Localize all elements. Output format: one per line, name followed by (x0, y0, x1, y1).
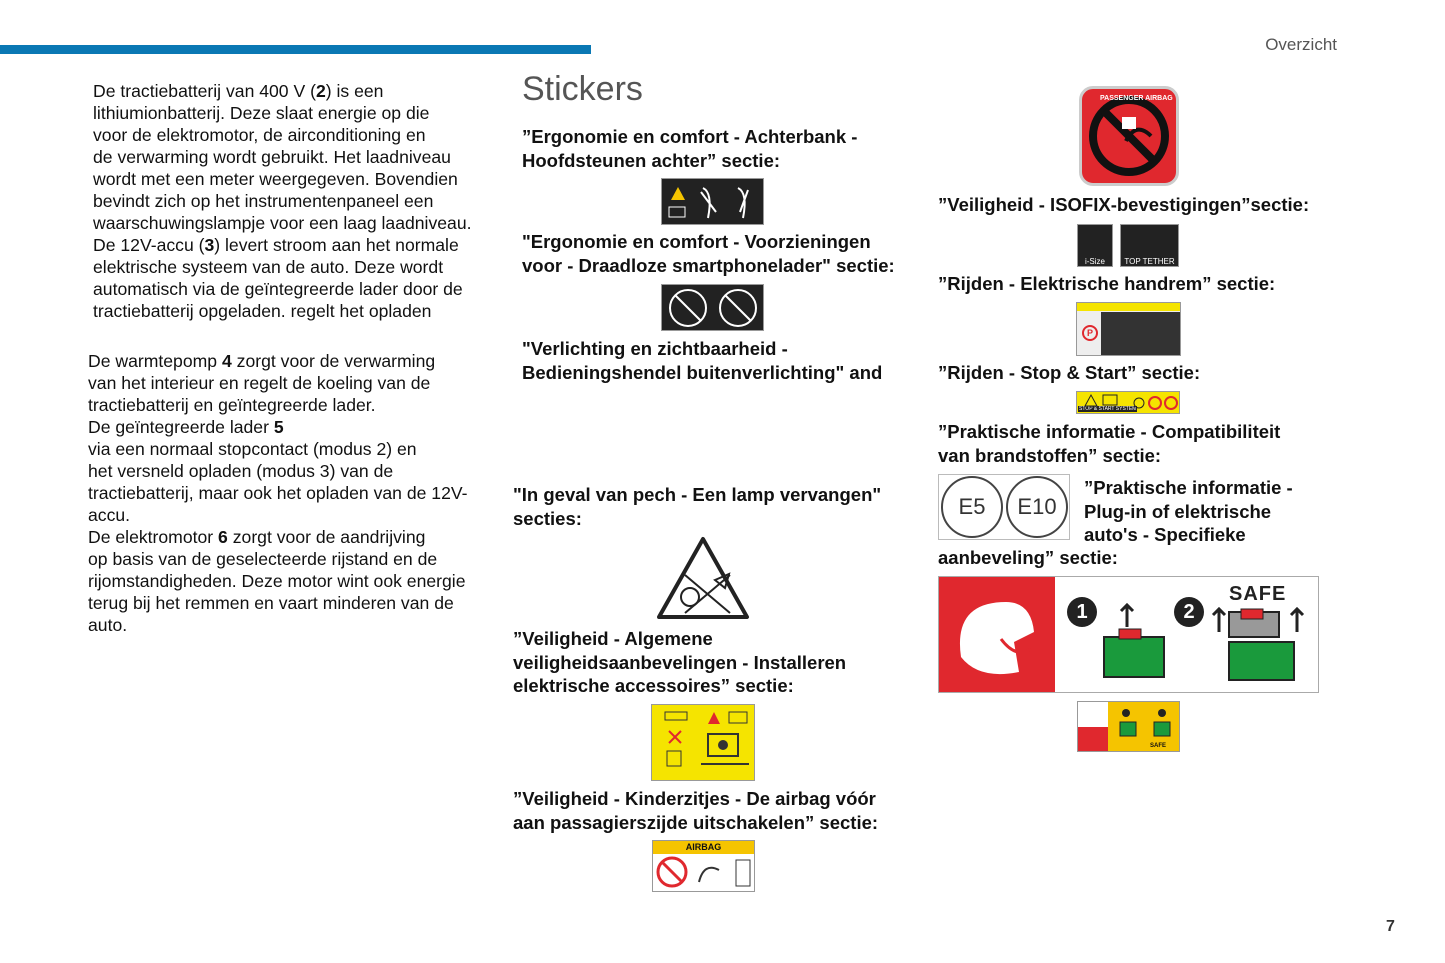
stop-start-sticker-icon: STOP & START SYSTEM (1076, 391, 1180, 414)
e10-badge: E10 (1006, 476, 1068, 538)
headrest-sticker-icon (661, 178, 764, 225)
header-accent-bar (0, 45, 591, 54)
charging-safety-sticker (938, 576, 1319, 693)
heading-fuel-compatibility: ”Praktische informatie - Compatibiliteit van brandstoffen” sectie: (938, 421, 1281, 466)
heading-plugin-vehicles: ”Praktische informatie - Plug-in of elektrische auto's - Specifieke (1084, 477, 1293, 545)
step-1-badge: 1 (1067, 597, 1097, 627)
charging-safety-small-sticker-icon: SAFE (1077, 701, 1180, 752)
accessories-sticker-icon (651, 704, 755, 781)
parking-brake-sticker-icon: P (1076, 302, 1181, 356)
isize-icon: i-Size (1077, 224, 1113, 267)
heading-stop-start: ”Rijden - Stop & Start” sectie: (938, 362, 1201, 383)
heading-parking-brake: ”Rijden - Elektrische handrem” sectie: (938, 273, 1276, 294)
lamp-warning-icon (655, 535, 751, 628)
heading-rear-headrests: ”Ergonomie en comfort - Achterbank - Hoofdsteunen achter” sectie: (522, 126, 858, 171)
heading-lighting: "Verlichting en zichtbaarheid - Bedieningshendel buitenverlichting" and (522, 338, 883, 383)
helmet-icon (939, 577, 1055, 692)
wireless-charger-sticker-icon (661, 284, 764, 331)
battery-paragraph: De tractiebatterij van 400 V (2) is een lithiumionbatterij. Deze slaat energie op die voor de elektromotor, de airconditioning en de verwarming wordt gebruikt. Het laadniveau wordt met een meter weergegeven. Bovendien bevindt zich op het instrumentenpaneel een waarschuwingslampje voor een laag laadniveau. De 12V-accu (3) levert stroom aan het normale elektrische systeem van de auto. Deze wordt automatisch via de geïntegreerde lader door de tractiebatterij opgeladen. regelt het opladen (93, 81, 472, 321)
heading-lamp-replace: "In geval van pech - Een lamp vervangen" secties: (513, 484, 882, 529)
section-title: Overzicht (1265, 35, 1337, 54)
safe-label: SAFE (1229, 583, 1287, 605)
top-tether-icon: TOP TETHER (1120, 224, 1179, 267)
charger-diagram-icon (1089, 597, 1309, 687)
airbag-sticker-icon: AIRBAG (652, 840, 755, 892)
fuel-label-icon (938, 474, 1070, 540)
heading-isofix: ”Veiligheid - ISOFIX-bevestigingen”sectie: (938, 194, 1310, 215)
heading-electrical-accessories: ”Veiligheid - Algemene veiligheidsaanbevelingen - Installeren elektrische accessoires” sectie: (513, 628, 847, 696)
page-title: Stickers (522, 70, 643, 108)
heading-airbag-deactivate: ”Veiligheid - Kinderzitjes - De airbag vóór aan passagierszijde uitschakelen” sectie: (513, 788, 879, 833)
heatpump-paragraph: De warmtepomp 4 zorgt voor de verwarming van het interieur en regelt de koeling van de tractiebatterij en geïntegreerde lader. De geïntegreerde lader 5 via een normaal stopcontact (modus 2) en het versneld opladen (modus 3) van de tractiebatterij, maar ook het opladen van de 12V- accu. De elektromotor 6 zorgt voor de aandrijving op basis van de geselecteerde rijstand en de rijomstandigheden. Deze motor wint ook energie terug bij het remmen en vaart minderen van de auto. (88, 351, 468, 635)
step-2-badge: 2 (1174, 597, 1204, 627)
passenger-airbag-sticker-icon: PASSENGER AIRBAG (1079, 86, 1179, 186)
e5-badge: E5 (941, 476, 1003, 538)
heading-plugin-vehicles-end: aanbeveling” sectie: (938, 547, 1118, 568)
page-number: 7 (1386, 918, 1395, 935)
heading-wireless-charger: "Ergonomie en comfort - Voorzieningen voor - Draadloze smartphonelader" sectie: (522, 231, 895, 276)
